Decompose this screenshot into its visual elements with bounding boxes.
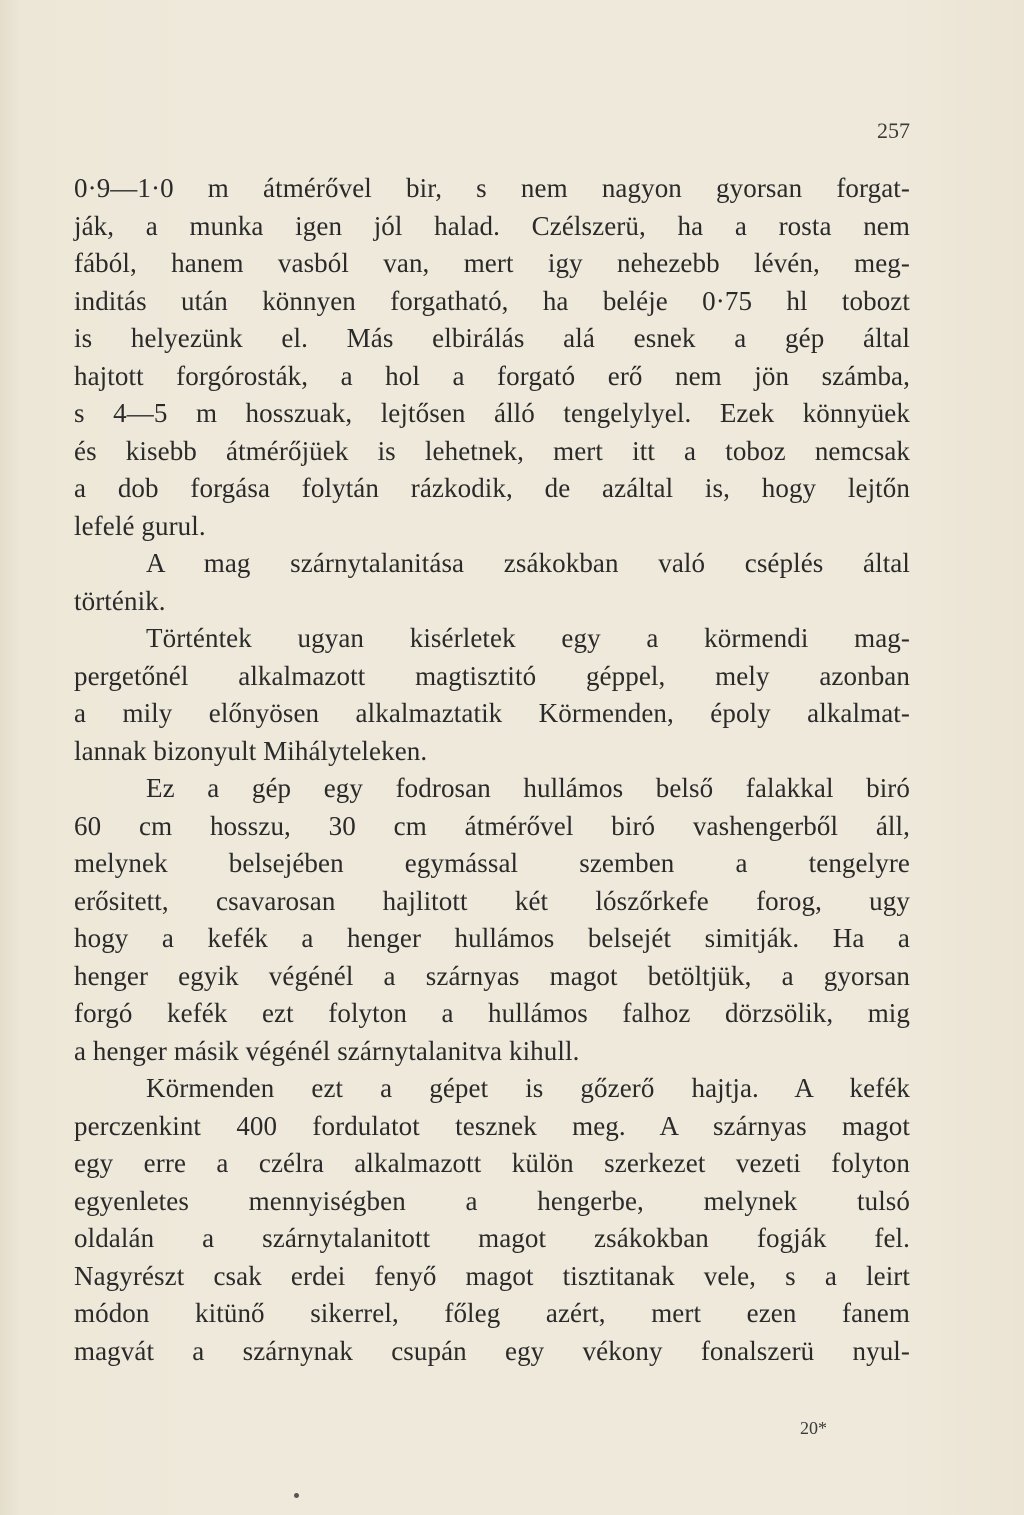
text-line: hogy a kefék a henger hullámos belsejét simitják. Ha a — [74, 923, 910, 953]
text-line: a dob forgása folytán rázkodik, de azáltal is, hogy lejtőn — [74, 473, 910, 503]
text-line: Nagyrészt csak erdei fenyő magot tisztitanak vele, s a leirt — [74, 1260, 910, 1291]
text-line: hajtott forgórosták, a hol a forgató erő nem jön számba, — [74, 360, 910, 391]
text-line: melynek belsejében egymással szemben a tengelyre — [74, 848, 910, 878]
text-line: Ez a gép egy fodrosan hullámos belső falakkal biró — [146, 773, 910, 803]
text-line: Körmenden ezt a gépet is gőzerő hajtja. A kefék — [146, 1073, 910, 1103]
text-line: egyenletes mennyiségben a hengerbe, melynek tulsó — [74, 1185, 910, 1216]
text-line: fából, hanem vasból van, mert igy nehezebb lévén, meg- — [74, 248, 910, 278]
text-line: lannak bizonyult Mihályteleken. — [74, 735, 428, 766]
text-line: inditás után könnyen forgatható, ha beléje 0·75 hl tobozt — [74, 285, 910, 316]
text-line: 0·9—1·0 m átmérővel bir, s nem nagyon gyorsan forgat- — [74, 173, 910, 203]
text-line: magvát a szárnynak csupán egy vékony fonalszerü nyul- — [74, 1335, 910, 1366]
text-line: s 4—5 m hosszuak, lejtősen álló tengelylyel. Ezek könnyüek — [74, 398, 910, 428]
text-line: henger egyik végénél a szárnyas magot betöltjük, a gyorsan — [74, 960, 910, 991]
text-line: is helyezünk el. Más elbirálás alá esnek a gép által — [74, 323, 910, 353]
text-line: a henger másik végénél szárnytalanitva kihull. — [74, 1035, 580, 1066]
text-line: erősitett, csavarosan hajlitott két lószőrkefe forog, ugy — [74, 885, 910, 916]
ink-dot — [294, 1493, 299, 1498]
text-line: ják, a munka igen jól halad. Czélszerü, ha a rosta nem — [74, 210, 910, 241]
text-line: történik. — [74, 585, 166, 616]
signature-mark: 20* — [800, 1418, 827, 1438]
text-line: módon kitünő sikerrel, főleg azért, mert ezen fanem — [74, 1298, 910, 1328]
body-text — [74, 170, 910, 1370]
page-number: 257 — [877, 118, 910, 143]
text-line: Történtek ugyan kisérletek egy a körmendi mag- — [146, 623, 910, 653]
text-line: egy erre a czélra alkalmazott külön szerkezet vezeti folyton — [74, 1148, 910, 1178]
text-line: lefelé gurul. — [74, 510, 206, 541]
text-line: a mily előnyösen alkalmaztatik Körmenden, époly alkalmat- — [74, 698, 910, 728]
text-line: perczenkint 400 fordulatot tesznek meg. A szárnyas magot — [74, 1110, 910, 1141]
text-line: oldalán a szárnytalanitott magot zsákokban fogják fel. — [74, 1223, 910, 1253]
text-line: A mag szárnytalanitása zsákokban való cséplés által — [146, 548, 910, 578]
text-line: és kisebb átmérőjüek is lehetnek, mert itt a toboz nemcsak — [74, 435, 910, 466]
text-line: forgó kefék ezt folyton a hullámos falhoz dörzsölik, mig — [74, 998, 910, 1028]
text-line: 60 cm hosszu, 30 cm átmérővel biró vashengerből áll, — [74, 810, 910, 841]
text-line: pergetőnél alkalmazott magtisztitó géppel, mely azonban — [74, 660, 910, 691]
